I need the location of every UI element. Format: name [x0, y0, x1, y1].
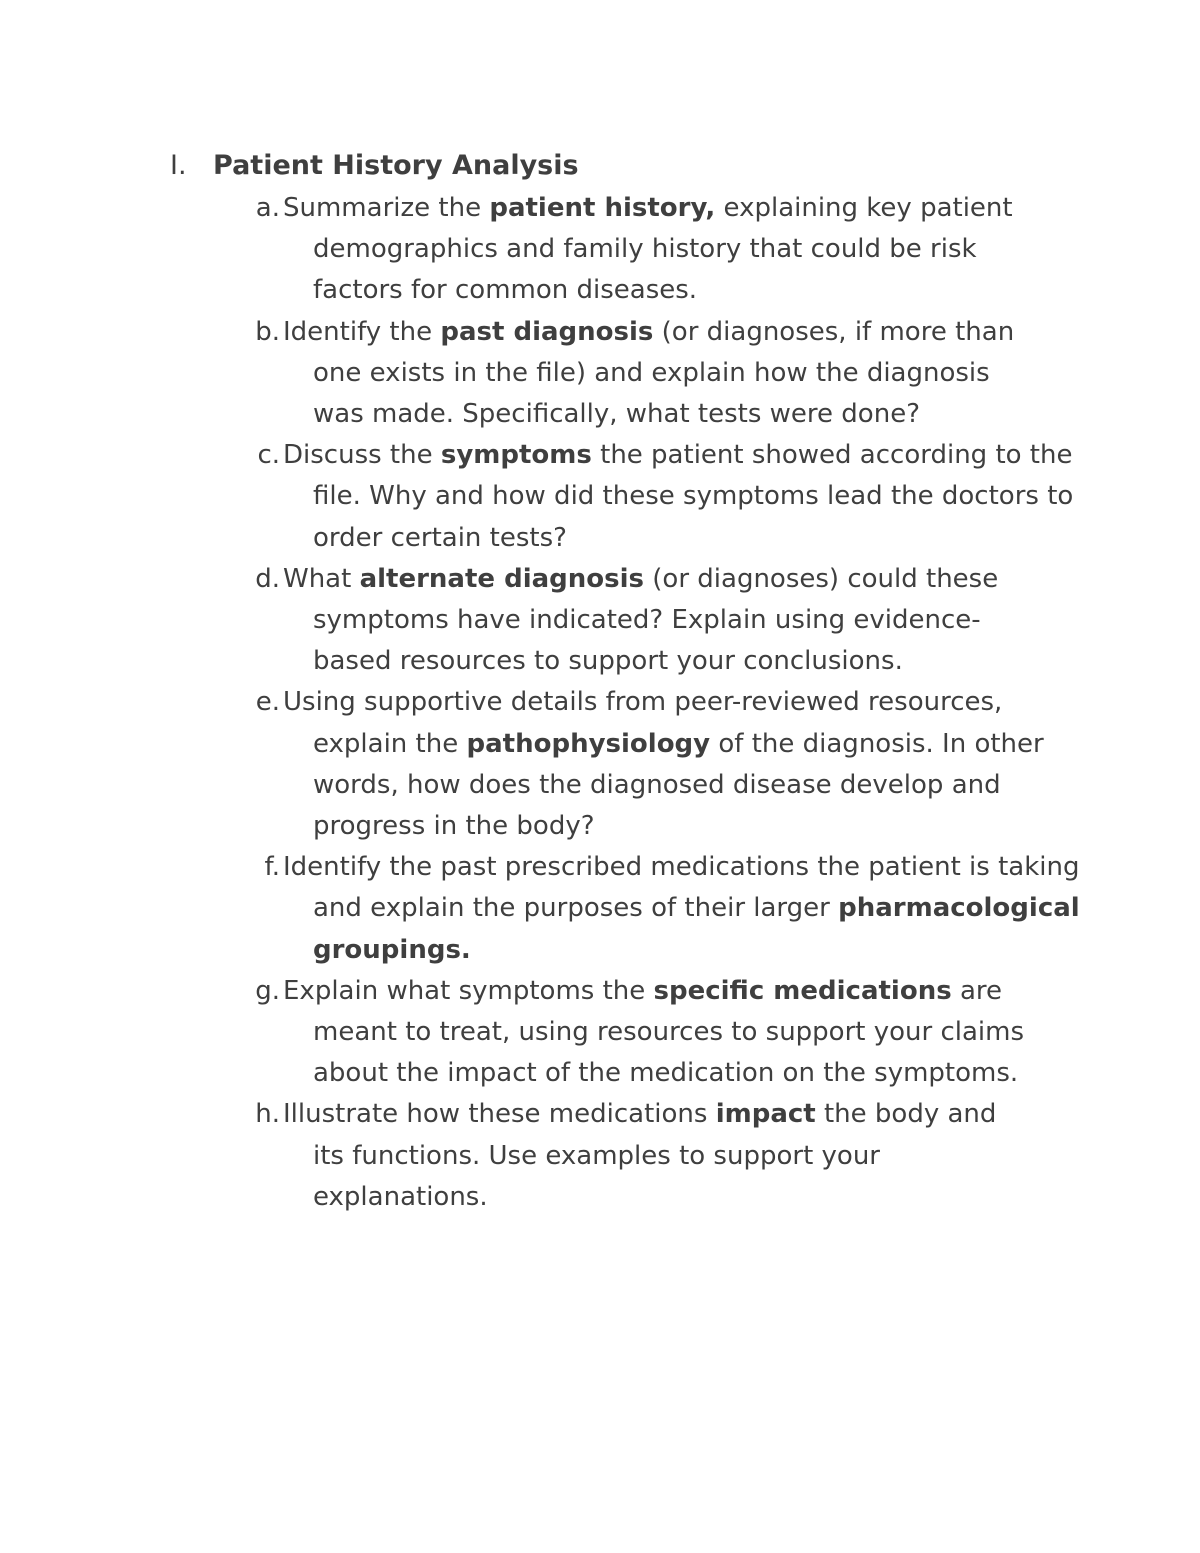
list-item-d	[0, 559, 1073, 683]
item-keyword: impact	[715, 1099, 816, 1130]
item-text-segment: (or diagnoses, if more than one exists in the file) and explain how the diagnosis was made. Specifically, what tests were done?	[313, 316, 1015, 430]
list-item-b	[0, 312, 1073, 436]
item-keyword: specific medications	[653, 975, 952, 1006]
item-text	[283, 435, 1083, 559]
item-text	[283, 188, 1073, 312]
item-text-segment: the body and its functions. Use examples to support your explanations.	[313, 1099, 997, 1212]
item-letter: b.	[255, 316, 280, 347]
item-keyword: pharmacological groupings.	[313, 893, 1080, 965]
list-item-f	[0, 847, 1080, 971]
item-letter: g.	[255, 975, 280, 1006]
item-letter: a.	[255, 193, 280, 223]
item-text-segment: are meant to treat, using resources to support your claims about the impact of the medication on the symptoms.	[313, 975, 1025, 1089]
item-letter: c.	[257, 440, 280, 471]
item-text-segment: of the diagnosis. In other words, how does the diagnosed disease develop and progress in the body?	[313, 728, 1044, 842]
item-text-segment: Explain what symptoms the	[283, 975, 654, 1006]
item-text	[283, 682, 1053, 847]
item-text	[283, 847, 1088, 971]
item-letter: h.	[255, 1099, 280, 1130]
list-item-e	[0, 682, 1073, 847]
list-item-a	[0, 188, 1073, 312]
item-text-segment: Illustrate how these medications	[283, 1099, 716, 1130]
item-keyword: alternate diagnosis	[359, 563, 645, 594]
item-text-segment: (or diagnoses) could these symptoms have indicated? Explain using evidence-based resources to support your conclusions.	[313, 563, 999, 677]
item-text	[283, 971, 1058, 1095]
item-keyword: patient history,	[489, 193, 716, 223]
list-item-h	[0, 1094, 1073, 1218]
item-list	[0, 188, 1200, 1218]
item-keyword: past diagnosis	[440, 316, 654, 347]
item-text-segment: Identify the past prescribed medications the patient is taking and explain the purposes of their larger	[283, 852, 1080, 924]
section-number: I.	[170, 150, 187, 181]
item-text	[283, 1094, 1033, 1218]
item-text-segment: the patient showed according to the file. Why and how did these symptoms lead the doctors to order certain tests?	[313, 440, 1074, 553]
item-keyword: symptoms	[440, 440, 592, 471]
item-keyword: pathophysiology	[466, 728, 711, 759]
item-text-segment: Summarize the	[283, 193, 490, 223]
item-text-segment: Using supportive details from peer-reviewed resources, explain the	[283, 687, 1003, 759]
section-heading	[170, 146, 579, 186]
item-text-segment: explaining key patient demographics and family history that could be risk factors for common diseases.	[313, 193, 1013, 306]
item-text	[283, 559, 1013, 683]
item-text-segment: Identify the	[283, 316, 441, 347]
list-item-c	[0, 435, 1073, 559]
list-item-g	[0, 971, 1073, 1095]
item-letter: d.	[255, 563, 280, 594]
item-text	[283, 312, 1043, 436]
item-letter: f.	[264, 852, 280, 883]
item-text-segment: What	[283, 563, 360, 594]
section-title: Patient History Analysis	[213, 150, 579, 181]
item-text-segment: Discuss the	[283, 440, 441, 471]
item-letter: e.	[255, 687, 280, 718]
